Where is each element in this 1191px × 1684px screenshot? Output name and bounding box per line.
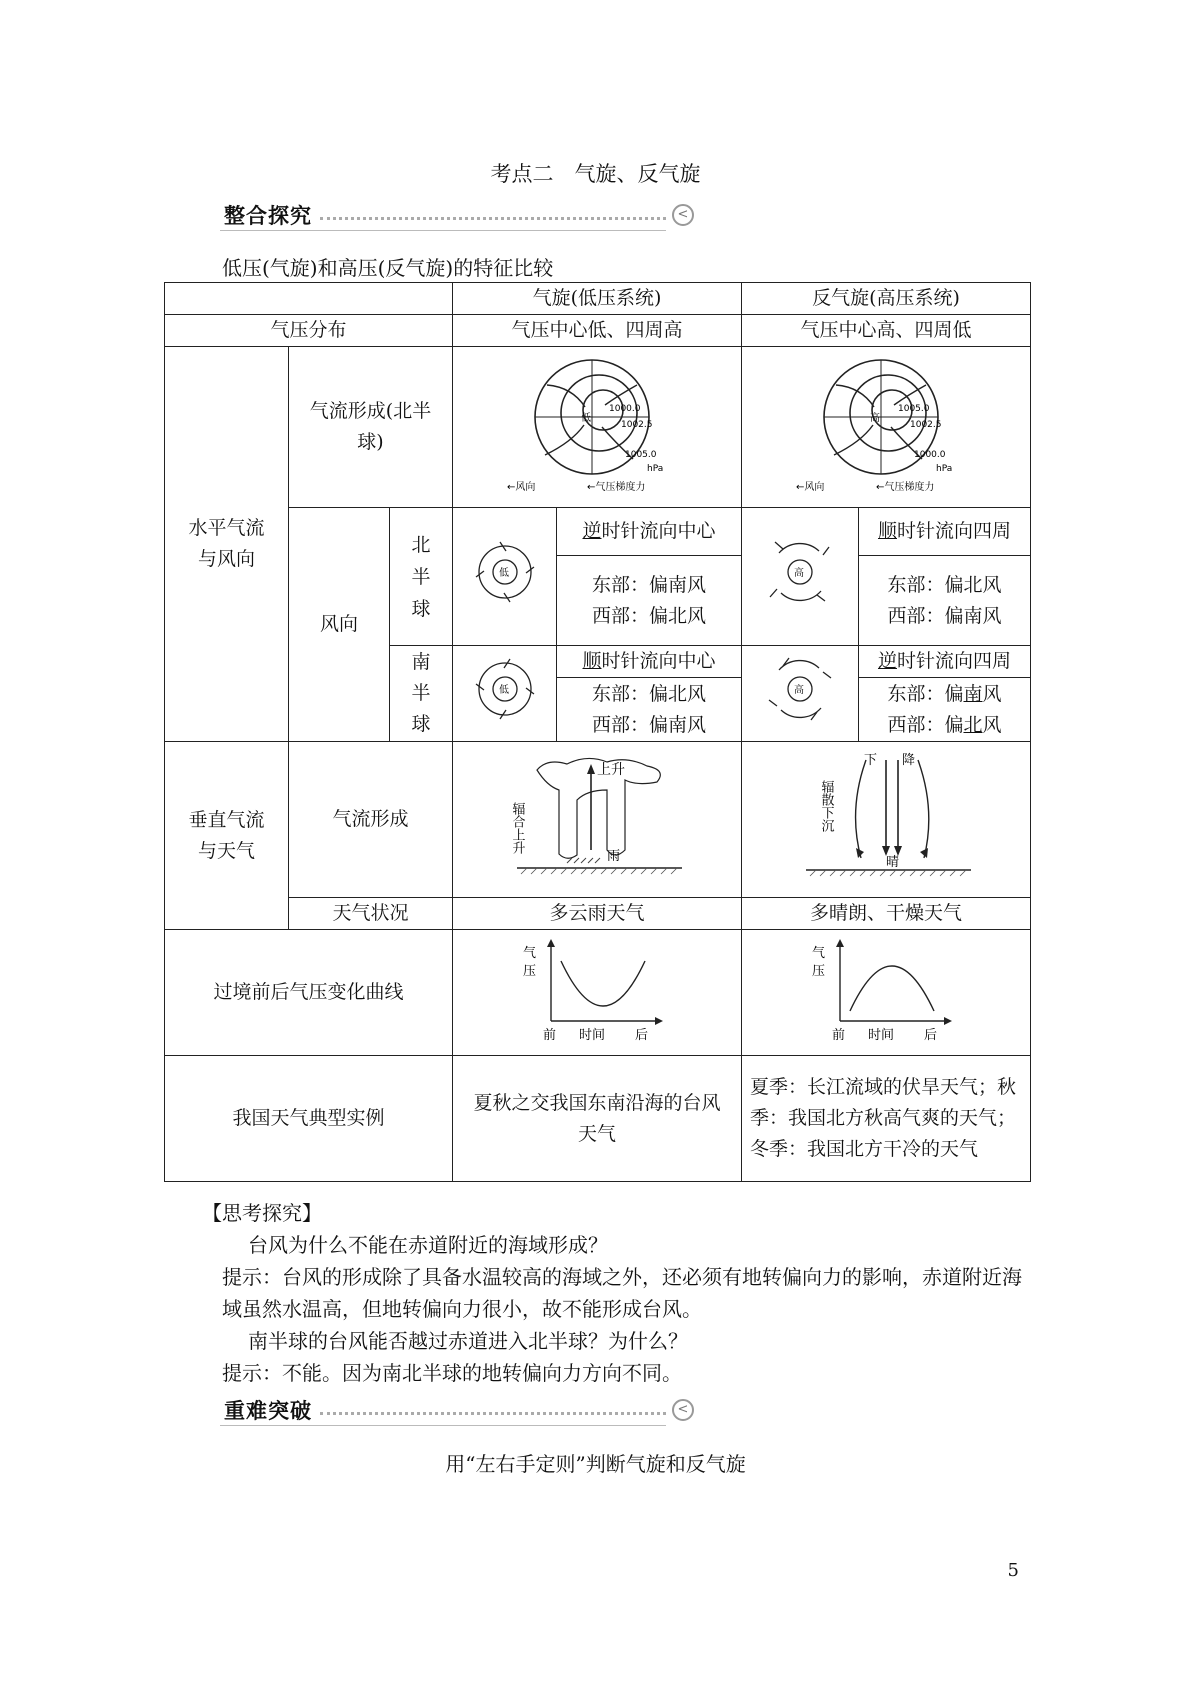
axis-pressure-top: 气 <box>523 945 537 961</box>
west-wind: 西部：偏南风 <box>591 713 706 736</box>
direction-key: 顺 <box>582 650 602 672</box>
legend-wind: ←风向 <box>507 482 536 493</box>
descend-label-b: 降 <box>902 752 916 768</box>
rain-label: 雨 <box>607 848 621 864</box>
east-wind: 东部：偏北风 <box>591 682 706 705</box>
direction-rest: 时针流向中心 <box>601 650 716 672</box>
rise-label: 上升 <box>597 761 625 778</box>
anticyclone-icon <box>765 654 835 724</box>
anticyclone-isobar-diagram <box>742 347 1031 508</box>
anticyclone-vertical-svg <box>786 750 986 880</box>
airflow-label: 气流形成(北半球) <box>289 347 453 508</box>
anti-weather: 多晴朗、干燥天气 <box>742 898 1031 930</box>
banner-breakthrough <box>220 1395 700 1429</box>
south-cyclone-direction <box>557 646 742 678</box>
example-label: 我国天气典型实例 <box>165 1056 453 1182</box>
isobar-label: 1002.5 <box>910 420 942 430</box>
banner-dots <box>320 217 666 220</box>
north-cyclone-winds <box>557 556 742 646</box>
high-label: 高 <box>794 567 804 579</box>
banner-integrate <box>220 200 700 234</box>
anticyclone-vertical-diagram <box>742 742 1031 898</box>
answer-2: 提示：不能。因为南北半球的地转偏向力方向不同。 <box>222 1361 682 1385</box>
north-anti-direction <box>859 508 1031 556</box>
header-blank <box>165 283 453 315</box>
cyclone-weather: 多云雨天气 <box>453 898 742 930</box>
direction-key: 逆 <box>877 650 897 672</box>
west-wind: 西部：偏南风 <box>887 604 1002 627</box>
cyclone-isobar-svg <box>487 347 707 497</box>
axis-before: 前 <box>543 1027 557 1043</box>
low-label: 低 <box>498 567 509 579</box>
curve-label: 过境前后气压变化曲线 <box>165 930 453 1056</box>
wind-label: 风向 <box>289 508 390 742</box>
anticyclone-icon <box>765 537 835 607</box>
south-label-text: 南半球 <box>411 651 431 735</box>
direction-rest: 时针流向中心 <box>601 520 716 542</box>
banner-dots <box>320 1412 666 1415</box>
east-wind: 东部：偏北风 <box>887 573 1002 596</box>
think-heading: 【思考探究】 <box>202 1201 322 1225</box>
south-anti-icon <box>742 646 859 742</box>
clear-label: 晴 <box>886 854 900 870</box>
unit-label: hPa <box>647 464 664 474</box>
anticyclone-isobar-svg <box>776 347 996 497</box>
descend-label-a: 下 <box>864 752 878 768</box>
axis-time: 时间 <box>579 1027 606 1043</box>
south-cyclone-icon <box>453 646 557 742</box>
legend-wind: ←风向 <box>796 482 825 493</box>
anti-curve <box>742 930 1031 1056</box>
banner-arrow-icon: < <box>672 1399 694 1421</box>
north-label <box>390 508 453 646</box>
question-1: 台风为什么不能在赤道附近的海域形成？ <box>248 1233 608 1257</box>
weather-label: 天气状况 <box>289 898 453 930</box>
cyclone-isobar-diagram <box>453 347 742 508</box>
pressure-anticyclone: 气压中心高、四周低 <box>742 315 1031 347</box>
axis-before: 前 <box>832 1027 846 1043</box>
isobar-label: 1000.0 <box>609 404 641 414</box>
north-anti-icon <box>742 508 859 646</box>
cyclone-icon <box>470 537 540 607</box>
axis-time: 时间 <box>868 1027 895 1043</box>
north-anti-winds <box>859 556 1031 646</box>
cyclone-vertical-diagram <box>453 742 742 898</box>
page-number: 5 <box>1007 1560 1019 1581</box>
header-anticyclone: 反气旋(高压系统) <box>742 283 1031 315</box>
banner-label: 整合探究 <box>224 204 312 228</box>
axis-after: 后 <box>635 1027 649 1043</box>
isobar-label: 1005.0 <box>898 404 930 414</box>
unit-label: hPa <box>936 464 953 474</box>
low-label: 低 <box>498 684 509 696</box>
direction-key: 逆 <box>582 520 602 542</box>
pressure-cyclone: 气压中心低、四周高 <box>453 315 742 347</box>
descend-data: 下降 <box>786 749 788 751</box>
intro-text: 低压(气旋)和高压(反气旋)的特征比较 <box>222 256 554 280</box>
high-label: 高 <box>794 684 804 696</box>
section-title: 考点二 气旋、反气旋 <box>490 162 701 186</box>
example-cyclone: 夏秋之交我国东南沿海的台风天气 <box>453 1056 742 1182</box>
question-2: 南半球的台风能否越过赤道进入北半球？为什么？ <box>248 1329 688 1353</box>
direction-rest: 时针流向四周 <box>897 520 1012 542</box>
vertical-label: 垂直气流与天气 <box>165 742 289 930</box>
west-wind: 西部：偏北风 <box>887 713 1002 736</box>
direction-key: 顺 <box>877 520 897 542</box>
direction-rest: 时针流向四周 <box>897 650 1012 672</box>
comparison-table <box>164 282 1031 1182</box>
south-cyclone-winds <box>557 678 742 742</box>
axis-pressure-data: 气压 <box>517 932 519 934</box>
low-label: 低 <box>581 413 591 424</box>
axis-pressure-top: 气 <box>812 945 826 961</box>
vertical-airflow-label: 气流形成 <box>289 742 453 898</box>
diverge-label: 辐散下沉 <box>818 779 834 832</box>
isobar-label: 1005.0 <box>625 450 657 460</box>
legend-pgf: ←气压梯度力 <box>587 482 646 493</box>
isobar-label: 1002.5 <box>621 420 653 430</box>
north-cyclone-direction <box>557 508 742 556</box>
axis-pressure-bottom: 压 <box>812 963 826 979</box>
south-anti-winds <box>859 678 1031 742</box>
example-anticyclone: 夏季：长江流域的伏旱天气；秋季：我国北方秋高气爽的天气；冬季：我国北方干冷的天气 <box>742 1056 1031 1182</box>
north-label-text: 北半球 <box>411 533 431 620</box>
header-cyclone: 气旋(低压系统) <box>453 283 742 315</box>
banner-label: 重难突破 <box>224 1399 312 1423</box>
anticyclone-pressure-curve <box>806 933 966 1043</box>
cyclone-icon <box>470 654 540 724</box>
isobar-label: 1000.0 <box>914 450 946 460</box>
cyclone-vertical-svg <box>497 750 697 880</box>
cyclone-pressure-curve <box>517 933 677 1043</box>
south-label <box>390 646 453 742</box>
south-anti-direction <box>859 646 1031 678</box>
axis-pressure-bottom: 压 <box>523 963 537 979</box>
east-wind: 东部：偏南风 <box>591 573 706 596</box>
footer-line: 用“左右手定则”判断气旋和反气旋 <box>445 1452 746 1476</box>
pressure-label: 气压分布 <box>165 315 453 347</box>
banner-arrow-icon: < <box>672 204 694 226</box>
horizontal-label: 水平气流与风向 <box>165 347 289 742</box>
answer-1: 提示：台风的形成除了具备水温较高的海域之外，还必须有地转偏向力的影响，赤道附近海域虽然水温高，但地转偏向力很小，故不能形成台风。 <box>222 1265 1022 1321</box>
banner-rule <box>220 1425 666 1426</box>
high-label: 高 <box>870 413 880 424</box>
axis-after: 后 <box>924 1027 938 1043</box>
legend-pgf: ←气压梯度力 <box>876 482 935 493</box>
converge-label: 辐合上升 <box>509 801 525 854</box>
north-cyclone-icon <box>453 508 557 646</box>
west-wind: 西部：偏北风 <box>591 604 706 627</box>
east-wind: 东部：偏南风 <box>887 682 1002 705</box>
banner-rule <box>220 230 666 231</box>
cyclone-curve <box>453 930 742 1056</box>
